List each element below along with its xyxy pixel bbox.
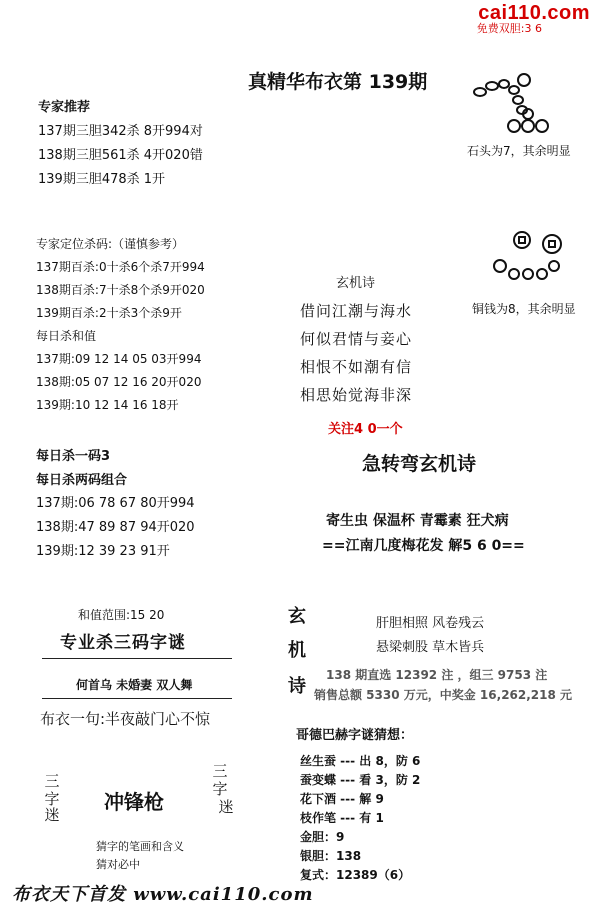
godbach-line: 花下酒 --- 解 9 — [300, 792, 384, 806]
turn-answer: ==江南几度梅花发 解5 6 0== — [322, 538, 525, 554]
position-kill-line: 137期百杀:0十杀6个杀7开994 — [36, 260, 205, 274]
xuanji-line: 肝胆相照 风卷残云 — [376, 616, 485, 631]
divider — [42, 698, 232, 699]
divider — [42, 658, 232, 659]
poem-line: 相思始觉海非深 — [300, 386, 413, 404]
daily-kill-two-line: 139期:12 39 23 91开 — [36, 544, 170, 559]
buyi-line: 布衣一句:半夜敲门心不惊 — [40, 710, 211, 728]
xuanji-vertical-2: 机 — [288, 640, 306, 661]
footer-text: 布衣天下首发 www.cai110.com — [12, 884, 314, 905]
left-riddle-top: 三字 — [44, 772, 60, 808]
riddle-answer: 冲锋枪 — [104, 790, 164, 814]
poem-line: 相恨不如潮有信 — [300, 358, 413, 376]
site-logo-text: cai110.com — [478, 2, 590, 24]
daily-kill-two-line: 137期:06 78 67 80开994 — [36, 496, 195, 511]
godbach-line: 枝作笔 --- 有 1 — [300, 811, 384, 825]
left-riddle-bottom: 迷 — [44, 806, 60, 824]
godbach-line: 复式：12389（6） — [300, 868, 411, 882]
godbach-heading: 哥德巴赫字谜猜想： — [296, 728, 414, 743]
xuanji-vertical-1: 玄 — [288, 606, 306, 627]
expert-picks-heading: 专家推荐 — [38, 100, 91, 115]
godbach-line: 银胆：138 — [300, 849, 362, 863]
free-tag: 免费双胆:3 6 — [476, 22, 542, 35]
daily-sum-kill-heading: 每日杀和值 — [36, 329, 97, 343]
godbach-line: 蚕变蝶 --- 看 3，防 2 — [300, 773, 421, 787]
poem-line: 何似君情与妾心 — [300, 330, 413, 348]
sum-range: 和值范围:15 20 — [78, 608, 165, 622]
position-kill-heading: 专家定位杀码:（谨慎参考） — [36, 237, 185, 251]
daily-kill-one: 每日杀一码3 — [36, 449, 111, 464]
lottery-info-line: 138 期直选 12392 注 ，组三 9753 注 — [326, 668, 548, 682]
daily-kill-two-line: 138期:47 89 87 94开020 — [36, 520, 195, 535]
xuanji-vertical-3: 诗 — [288, 676, 306, 697]
position-kill-line: 138期百杀:7十杀8个杀9开020 — [36, 283, 205, 297]
coins-caption: 铜钱为8，其余明显 — [472, 302, 576, 316]
riddle-hint: 猜字的笔画和含义 — [96, 840, 184, 853]
poem-heading: 玄机诗 — [336, 276, 376, 291]
xuanji-line: 悬梁刺股 草木皆兵 — [376, 640, 485, 655]
daily-kill-two-heading: 每日杀两码组合 — [36, 473, 128, 488]
sharp-turn-title: 急转弯玄机诗 — [362, 453, 477, 475]
riddle-words: 何首乌 未婚妻 双人舞 — [76, 678, 193, 692]
godbach-line: 丝生蚕 --- 出 8，防 6 — [300, 754, 421, 768]
riddle-hint: 猜对必中 — [96, 858, 140, 871]
lottery-info-line: 销售总额 5330 万元，中奖金 16,262,218 元 — [314, 688, 573, 702]
expert-pick-line: 139期三胆478杀 1开 — [38, 172, 166, 187]
page-title: 真精华布衣第 139期 — [248, 71, 428, 93]
expert-pick-line: 138期三胆561杀 4开020错 — [38, 148, 203, 163]
right-riddle-bottom: 迷 — [218, 798, 234, 816]
follow-text: 关注4 0一个 — [328, 422, 403, 437]
coins-picture — [492, 228, 572, 284]
stones-caption: 石头为7，其余明显 — [467, 144, 571, 158]
stones-picture — [468, 70, 558, 140]
poem-line: 借问江潮与海水 — [300, 302, 413, 320]
turn-words: 寄生虫 保温杯 青霉素 狂犬病 — [326, 513, 509, 529]
expert-pick-line: 137期三胆342杀 8开994对 — [38, 124, 203, 139]
position-kill-line: 139期百杀:2十杀3个杀9开 — [36, 306, 182, 320]
daily-sum-kill-line: 137期:09 12 14 05 03开994 — [36, 352, 202, 366]
daily-sum-kill-line: 138期:05 07 12 16 20开020 — [36, 375, 202, 389]
riddle-title: 专业杀三码字谜 — [60, 633, 186, 653]
godbach-line: 金胆：9 — [300, 830, 345, 844]
right-riddle-top: 三字 — [212, 762, 228, 798]
daily-sum-kill-line: 139期:10 12 14 16 18开 — [36, 398, 179, 412]
